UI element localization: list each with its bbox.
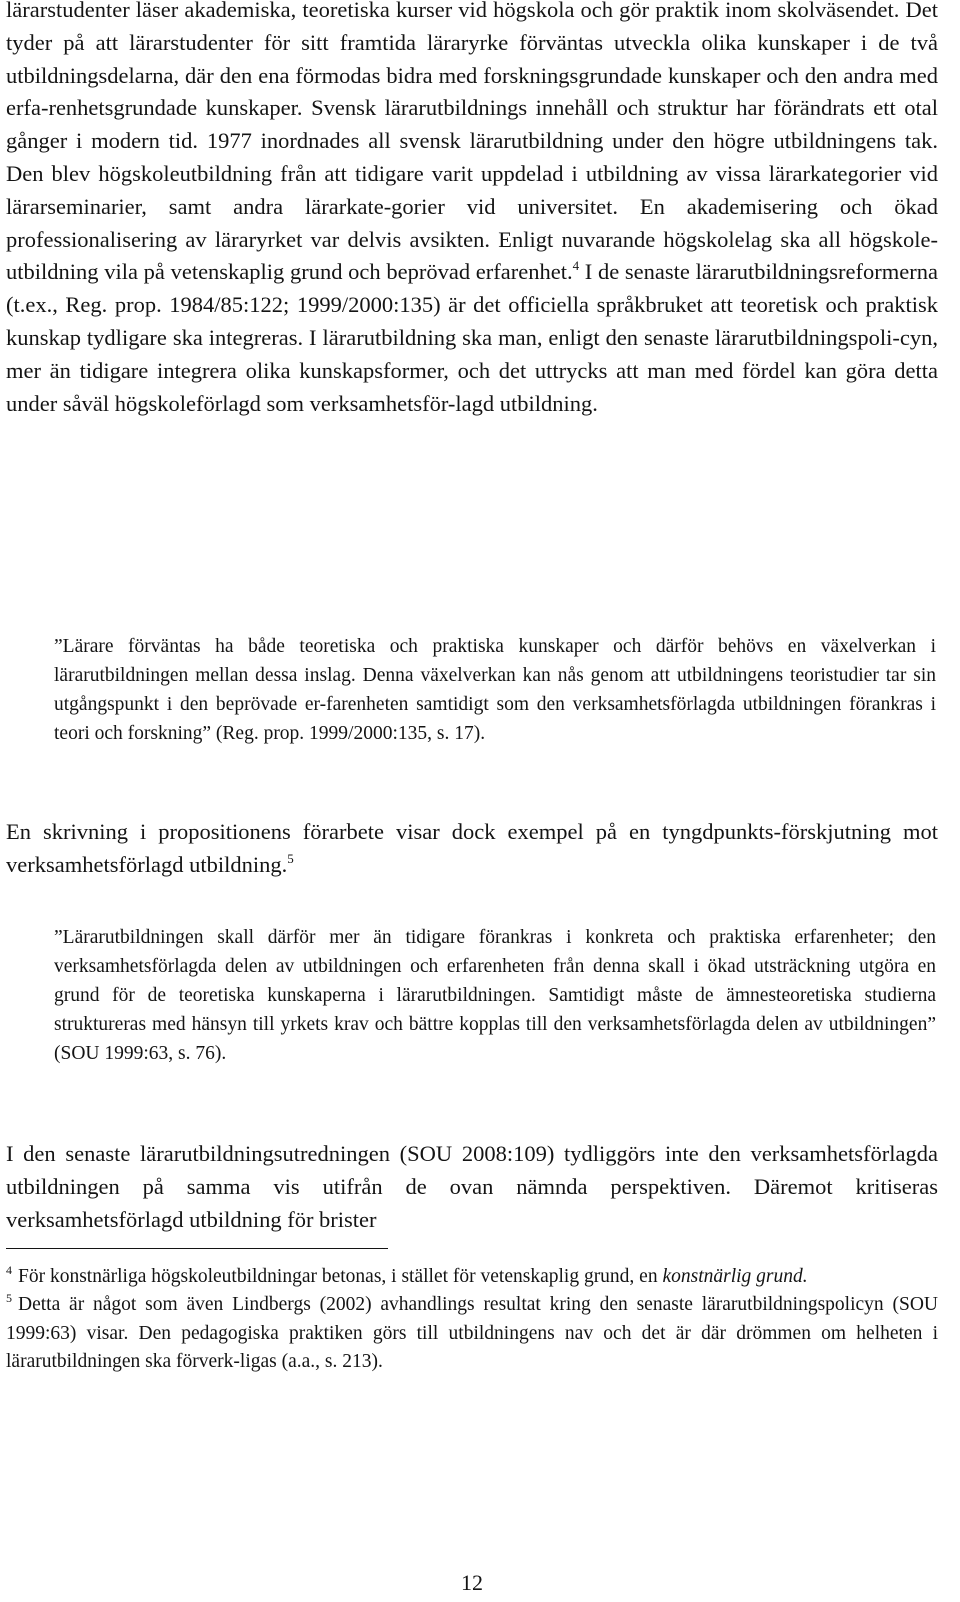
block-quote: ”Lärare förväntas ha både teoretiska och praktiska kunskaper och därför behövs en växelverkan i lärarutbildningen mellan dessa inslag. Denna växelverkan kan nås genom att utbildningens teoristudier tar sin utgångspunkt i den beprövade er-farenheten samtidigt som den verksamhetsförlagda utbildningen förankras i teori och forskning” (Reg. prop. 1999/2000:135, s. 17). [54, 636, 936, 744]
body-paragraph: I den senaste lärarutbildningsutredningen (SOU 2008:109) tydliggörs inte den verksamhetsförlagda utbildningen på samma vis utifrån de ovan nämnda perspektiven. Däremot kritiseras verksamhetsförlagd utbildning för brister [6, 1141, 938, 1232]
footnote-separator [6, 1248, 388, 1249]
body-paragraph [6, 815, 938, 881]
body-paragraph [6, 0, 938, 420]
footnote-number: 5 [6, 1291, 12, 1306]
footnote-text: För konstnärliga högskoleutbildningar betonas, i stället för vetenskaplig grund, en [18, 1266, 663, 1287]
footnote-reference: 5 [287, 851, 294, 866]
paragraph-text: lärarstudenter läser akademiska, teoretiska kurser vid högskola och gör praktik inom skolväsendet. Det tyder på att lärarstudenter för sitt framtida läraryrke förväntas utveckla olika kunskaper i de två utbildningsdelarna, där den ena förmodas bidra med forskningsgrundade kunskaper och den andra med erfa-renhetsgrundade kunskaper. Svensk lärarutbildnings innehåll och struktur har förändrats ett otal gånger i modern tid. 1977 inordnades all svensk lärarutbildning under den högre utbildningens tak. Den blev högskoleutbildning från att tidigare varit uppdelad i utbildning av vissa lärarkategorier vid lärarseminarier, samt andra lärarkate-gorier vid universitet. En akademisering och ökad professionalisering av läraryrket var delvis avsikten. Enligt nuvarande högskolelag ska all högskole-utbildning vila på vetenskaplig grund och beprövad erfarenhet. [6, 0, 938, 285]
footnote-text: Detta är något som även Lindbergs (2002) avhandlings resultat kring den senaste lärarutbildningspolicyn (SOU 1999:63) visar. Den pedagogiska praktiken görs till utbildningens nav och det är där drömmen om helheten i lärarutbildningen ska förverk-ligas (a.a., s. 213). [6, 1294, 938, 1373]
footnote-reference: 4 [572, 258, 580, 274]
footnote-number: 4 [6, 1263, 12, 1277]
footnotes [6, 1263, 938, 1377]
paragraph-text: En skrivning i propositionens förarbete visar dock exempel på en tyngdpunkts-förskjutning mot verksamhetsförlagd utbildning. [6, 819, 938, 877]
footnote [6, 1263, 938, 1291]
footnote-italic-text: konstnärlig grund. [662, 1266, 808, 1287]
block-quote: ”Lärarutbildningen skall därför mer än tidigare förankras i konkreta och praktiska erfarenheter; den verksamhetsförlagda delen av utbildningen och erfarenheten från denna skall i ökad utsträckning utgöra en grund för de teoretiska kunskaperna i lärarutbildningen. Samtidigt måste de ämnesteoretiska studierna struktureras med hänsyn till yrkets krav och bättre kopplas till den verksamhetsförlagda delen av utbildningen” (SOU 1999:63, s. 76). [54, 927, 936, 1064]
document-page [6, 0, 938, 1602]
footnote [6, 1291, 938, 1376]
page-number: 12 [461, 1570, 483, 1595]
paragraph-text: I de senaste lärarutbildningsreformerna (t.ex., Reg. prop. 1984/85:122; 1999/2000:135) är det officiella språkbruket att teoretisk och praktisk kunskap tydligare ska integreras. I lärarutbildning ska man, enligt den senaste lärarutbildningspoli-cyn, mer än tidigare integrera olika kunskapsformer, och det uttrycks att man med fördel kan göra detta under såväl högskoleförlagd som verksamhetsför-lagd utbildning. [6, 259, 938, 416]
